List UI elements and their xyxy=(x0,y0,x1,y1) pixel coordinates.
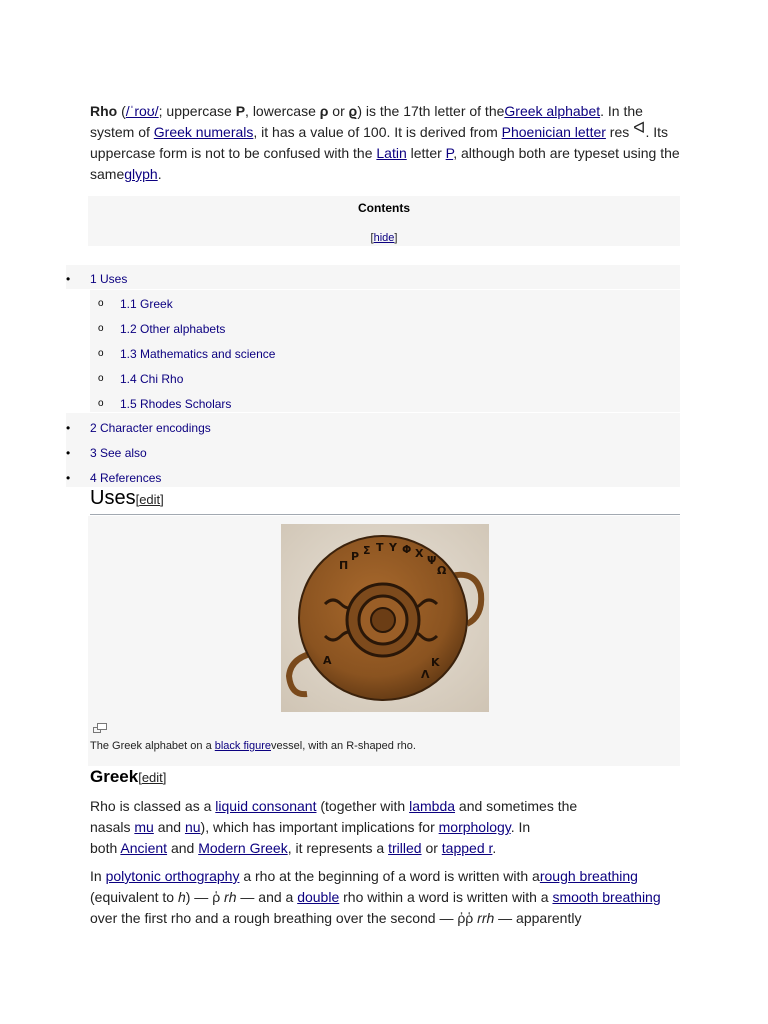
greek-numerals-link[interactable]: Greek numerals xyxy=(153,124,254,140)
svg-text:Ψ: Ψ xyxy=(427,554,437,567)
phoenician-letter-link[interactable]: Phoenician letter xyxy=(501,124,606,140)
toc-item-references[interactable]: 4 References xyxy=(90,471,162,485)
svg-text:Σ: Σ xyxy=(363,544,371,557)
svg-text:Π: Π xyxy=(339,559,349,572)
section-title: Uses xyxy=(90,487,136,509)
toc-toggle: [hide] xyxy=(370,232,398,244)
toc-bullet: • xyxy=(66,421,71,435)
tapped-r-link[interactable]: tapped r xyxy=(441,840,493,856)
black-figure-vessel-image[interactable] xyxy=(281,524,489,712)
glyph-link[interactable]: glyph xyxy=(124,166,158,182)
section-heading-uses: Uses[edit] xyxy=(90,487,680,515)
toc-item-chi-rho[interactable]: 1.4 Chi Rho xyxy=(120,372,184,386)
toc-bullet: • xyxy=(66,446,71,460)
mu-link[interactable]: mu xyxy=(134,819,154,835)
ipa-link[interactable]: /ˈroʊ/ xyxy=(125,103,159,119)
greek-paragraph-2: In polytonic orthography a rho at the beginning of a word is written with arough breathing (equivalent to h) — ῥ rh — and a double rho within a word is written with a smooth breathing over the first rho and a rough breathing over the second — ῤῥ rrh — apparently xyxy=(90,868,661,926)
figure-caption: The Greek alphabet on a black figurevessel, with an R-shaped rho. xyxy=(90,740,416,752)
svg-text:Κ: Κ xyxy=(431,656,440,669)
p-link[interactable]: P xyxy=(445,145,454,161)
toc-item-uses[interactable]: 1 Uses xyxy=(90,272,128,286)
toc-item-other-alphabets[interactable]: 1.2 Other alphabets xyxy=(120,322,226,336)
smooth-breathing-link[interactable]: smooth breathing xyxy=(552,889,661,905)
toc-subbullet: o xyxy=(98,398,104,409)
toc-bullet: • xyxy=(66,272,71,286)
toc-subbullet: o xyxy=(98,348,104,359)
nu-link[interactable]: nu xyxy=(184,819,201,835)
lambda-link[interactable]: lambda xyxy=(409,798,456,814)
toc-subbullet: o xyxy=(98,373,104,384)
toc-item-character-encodings[interactable]: 2 Character encodings xyxy=(90,421,211,435)
toc-item-see-also[interactable]: 3 See also xyxy=(90,446,147,460)
liquid-consonant-link[interactable]: liquid consonant xyxy=(215,798,317,814)
ancient-link[interactable]: Ancient xyxy=(120,840,168,856)
double-link[interactable]: double xyxy=(297,889,340,905)
enlarge-icon[interactable] xyxy=(93,721,105,731)
uppercase-glyph: Ρ xyxy=(235,103,246,119)
svg-text:Χ: Χ xyxy=(415,547,424,560)
trilled-link[interactable]: trilled xyxy=(388,840,422,856)
toc-title: Contents xyxy=(358,201,410,215)
polytonic-orthography-link[interactable]: polytonic orthography xyxy=(105,868,240,884)
greek-paragraph-1: Rho is classed as a liquid consonant (together with lambda and sometimes the nasals mu and nu), which has important implications for morphology. In both Ancient and Modern Greek, it represents a trilled or tapped r. xyxy=(90,798,578,856)
svg-text:Τ: Τ xyxy=(376,541,384,554)
lowercase-glyph: ρ xyxy=(319,103,329,119)
morphology-link[interactable]: morphology xyxy=(438,819,511,835)
toc-item-mathematics[interactable]: 1.3 Mathematics and science xyxy=(120,347,276,361)
article-subject: Rho xyxy=(90,103,118,119)
edit-link[interactable]: edit xyxy=(141,770,163,785)
section-title: Greek xyxy=(90,767,139,786)
svg-text:Λ: Λ xyxy=(421,668,430,681)
toc-bullet: • xyxy=(66,471,71,485)
svg-text:Υ: Υ xyxy=(389,541,397,554)
svg-text:Ρ: Ρ xyxy=(351,550,360,563)
svg-text:Φ: Φ xyxy=(402,543,412,556)
rough-breathing-link[interactable]: rough breathing xyxy=(539,868,638,884)
edit-link[interactable]: edit xyxy=(139,492,161,507)
svg-text:Α: Α xyxy=(323,654,332,667)
toc-item-greek[interactable]: 1.1 Greek xyxy=(120,297,173,311)
lowercase-alt-glyph: ϱ xyxy=(348,103,358,119)
toc-list-background xyxy=(66,265,680,289)
res-glyph: ᐊ xyxy=(633,120,646,137)
toc-subbullet: o xyxy=(98,323,104,334)
toc-item-rhodes-scholars[interactable]: 1.5 Rhodes Scholars xyxy=(120,397,232,411)
section-heading-greek: Greek[edit] xyxy=(90,767,167,786)
black-figure-link[interactable]: black figure xyxy=(214,740,272,752)
modern-greek-link[interactable]: Modern Greek xyxy=(198,840,288,856)
toc-header xyxy=(88,196,680,246)
toc-subbullet: o xyxy=(98,298,104,309)
svg-text:Ω: Ω xyxy=(437,564,447,577)
toc-hide-link[interactable]: hide xyxy=(373,232,395,244)
greek-alphabet-link[interactable]: Greek alphabet xyxy=(504,103,601,119)
latin-link[interactable]: Latin xyxy=(376,145,407,161)
intro-paragraph: Rho (/ˈroʊ/; uppercase Ρ, lowercase ρ or ϱ) is the 17th letter of theGreek alphabet. In the system of Greek numerals, it has a value of 100. It is derived from Phoenician letter res ᐊ. Its uppercase form is not to be confused with the Latin letter P, although both are typeset using the sameglyph. xyxy=(90,103,680,182)
figure-box xyxy=(88,516,680,766)
